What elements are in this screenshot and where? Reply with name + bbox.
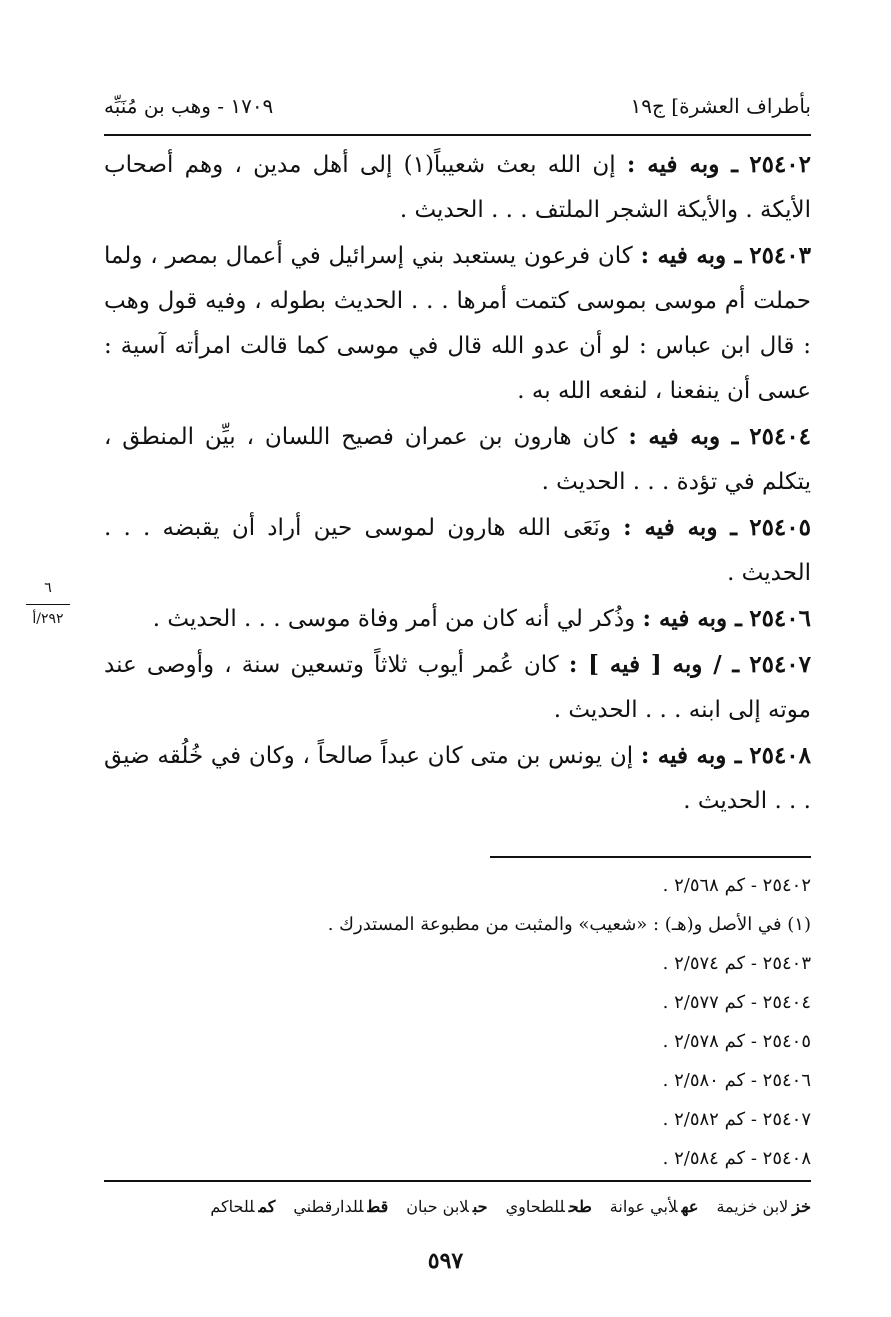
legend-desc: للدارقطني (293, 1197, 364, 1216)
legend-desc: لابن حبان (406, 1197, 469, 1216)
footnote-line: ٢٥٤٠٦ - كم ٢/٥٨٠ . (662, 1070, 811, 1091)
legend-desc: لأبي عوانة (609, 1197, 678, 1216)
entry (104, 733, 811, 824)
footnote-line: ٢٥٤٠٥ - كم ٢/٥٧٨ . (662, 1031, 811, 1052)
legend-item (293, 1192, 388, 1222)
entry (104, 642, 811, 733)
footnote-line: (١) في الأصل و(هـ) : «شعيب» والمثبت من مطبوعة المستدرك . (327, 914, 811, 935)
entry-lead: ـ وبه فيه : (640, 742, 742, 769)
footnote-line: ٢٥٤٠٢ - كم ٢/٥٦٨ . (662, 875, 811, 896)
entry-text: كان هارون بن عمران فصيح اللسان ، بيِّن المنطق ، يتكلم في تؤدة . . . الحديث . (104, 424, 811, 495)
footnote-rule (490, 856, 811, 858)
folio-bottom: ٢٩٢/أ (32, 611, 64, 627)
entry-lead: ـ وبه فيه : (642, 605, 742, 632)
legend-rule (104, 1180, 811, 1182)
entry-number: ٢٥٤٠٨ (749, 742, 812, 769)
entry-number: ٢٥٤٠٥ (749, 514, 811, 541)
header-rule (104, 134, 811, 136)
header-right: بأطراف العشرة] ج١٩ (630, 94, 811, 118)
footnotes (104, 866, 811, 1178)
legend-desc: للحاكم (210, 1197, 255, 1216)
legend-desc: لابن خزيمة (716, 1197, 789, 1216)
entry (104, 596, 811, 642)
footnote-line: ٢٥٤٠٨ - كم ٢/٥٨٤ . (662, 1148, 811, 1169)
running-header (104, 86, 811, 126)
footnote-line: ٢٥٤٠٤ - كم ٢/٥٧٧ . (662, 992, 811, 1013)
entry-text: كان عُمر أيوب ثلاثاً وتسعين سنة ، وأوصى عند موته إلى ابنه . . . الحديث . (104, 652, 811, 723)
entry-text: كان فرعون يستعبد بني إسرائيل في أعمال بمصر ، ولما حملت أم موسى بموسى كتمت أمرها . . . الحديث بطوله ، وفيه قول وهب : قال ابن عباس : لو أن عدو الله قال في موسى كما قالت امرأته آسية : عسى أن ينفعنا ، لنفعه الله به . (104, 243, 811, 404)
entry-text: وذُكر لي أنه كان من أمر وفاة موسى . . . الحديث . (152, 606, 636, 632)
manuscript-folio-note (26, 578, 70, 629)
legend-abbr: طح (568, 1197, 592, 1216)
legend-abbr: خز (792, 1197, 811, 1216)
entry-number: ٢٥٤٠٧ (749, 651, 812, 678)
legend-item (716, 1192, 811, 1222)
entry-number: ٢٥٤٠٣ (749, 242, 811, 269)
folio-divider (26, 604, 70, 605)
legend-item (610, 1192, 699, 1222)
footnote-line: ٢٥٤٠٣ - كم ٢/٥٧٤ . (662, 953, 811, 974)
legend-abbr: قط (367, 1197, 389, 1216)
entry-lead: ـ / وبه [ فيه ] : (568, 651, 740, 678)
page-number: ٥٩٧ (427, 1248, 464, 1274)
entry-text: إن الله بعث شعيباً(١) إلى أهل مدين ، وهم أصحاب الأيكة . والأيكة الشجر الملتف . . . الحديث . (104, 152, 811, 223)
entry-lead: ـ وبه فيه : (628, 423, 739, 450)
footnote-line: ٢٥٤٠٧ - كم ٢/٥٨٢ . (662, 1109, 811, 1130)
abbreviation-legend (104, 1192, 811, 1222)
entry (104, 505, 811, 596)
entry-number: ٢٥٤٠٦ (749, 605, 811, 632)
legend-item (210, 1192, 275, 1222)
entry-number: ٢٥٤٠٢ (749, 151, 812, 178)
entry-lead: ـ وبه فيه : (623, 514, 738, 541)
legend-abbr: كم (258, 1197, 276, 1216)
header-left: ١٧٠٩ - وهب بن مُنَبِّه (104, 94, 274, 118)
entry-number: ٢٥٤٠٤ (749, 423, 812, 450)
legend-desc: للطحاوي (505, 1197, 565, 1216)
legend-abbr: عه (681, 1197, 699, 1216)
entry-lead: ـ وبه فيه : (640, 242, 742, 269)
entry-text: إن يونس بن متى كان عبداً صالحاً ، وكان في خُلُقه ضيق . . . الحديث . (104, 743, 811, 814)
entry (104, 414, 811, 505)
entry-lead: ـ وبه فيه : (626, 151, 738, 178)
legend-abbr: حب (472, 1197, 488, 1216)
folio-top: ٦ (44, 580, 52, 596)
legend-item (406, 1192, 487, 1222)
legend-item (506, 1192, 592, 1222)
entry (104, 233, 811, 414)
entry-text: ونَعَى الله هارون لموسى حين أراد أن يقبضه . . . الحديث . (104, 515, 811, 586)
entry (104, 142, 811, 233)
main-text (104, 142, 811, 824)
